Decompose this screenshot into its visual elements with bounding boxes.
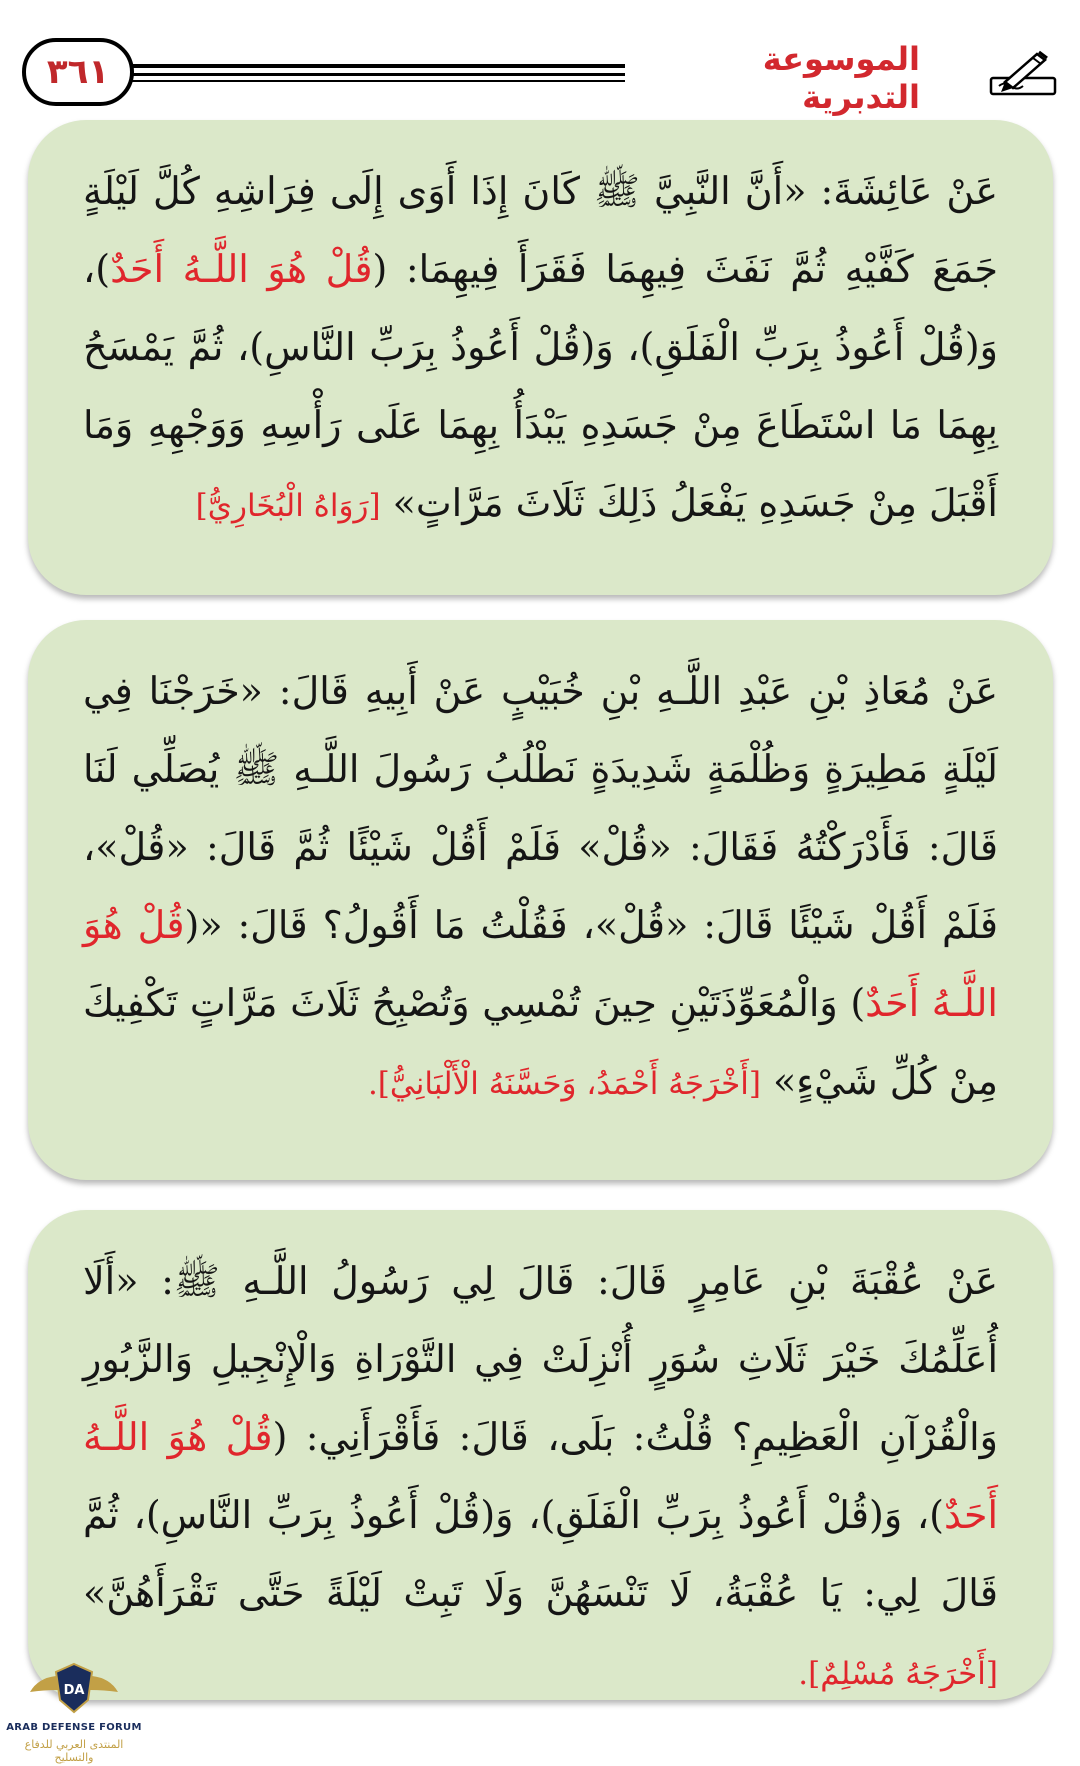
- forum-watermark: [4, 1660, 144, 1766]
- hadith-card: [28, 1210, 1053, 1700]
- book-title: الموسوعة التدبرية: [762, 40, 920, 116]
- hadith-text: )، وَ(قُلْ أَعُوذُ بِرَبِّ الْفَلَقِ)، وَ(قُلْ أَعُوذُ بِرَبِّ النَّاسِ)، ثُمَّ قَالَ لِي: يَا عُقْبَةُ، لَا تَنْسَهُنَّ وَلَا تَبِتْ لَيْلَةً حَتَّى تَقْرَأَهُنَّ»: [83, 1493, 998, 1615]
- page-number: ٣٦١: [22, 38, 134, 106]
- quran-verse: قُلْ هُوَ اللَّـهُ أَحَدٌ: [110, 247, 373, 291]
- quran-verse: قُلْ هُوَ اللَّـهُ أَحَدٌ: [83, 1415, 999, 1537]
- hadith-text: عَنْ مُعَاذِ بْنِ عَبْدِ اللَّـهِ بْنِ خُبَيْبٍ عَنْ أَبِيهِ قَالَ: «خَرَجْنَا فِي لَيْلَةٍ مَطِيرَةٍ وَظُلْمَةٍ شَدِيدَةٍ نَطْلُبُ رَسُولَ اللَّـهِ ﷺ يُصَلِّي لَنَا قَالَ: فَأَدْرَكْتُهُ فَقَالَ: «قُلْ» فَلَمْ أَقُلْ شَيْئًا ثُمَّ قَالَ: «قُلْ»، فَلَمْ أَقُلْ شَيْئًا قَالَ: «قُلْ»، فَقُلْتُ مَا أَقُولُ؟ قَالَ: «(: [83, 669, 998, 947]
- hadith-card: [28, 620, 1053, 1180]
- hadith-card: [28, 120, 1053, 595]
- hadith-text: )، وَ(قُلْ أَعُوذُ بِرَبِّ الْفَلَقِ)، وَ(قُلْ أَعُوذُ بِرَبِّ النَّاسِ)، ثُمَّ يَمْسَحُ بِهِمَا مَا اسْتَطَاعَ مِنْ جَسَدِهِ يَبْدَأُ بِهِمَا عَلَى رَأْسِهِ وَوَجْهِهِ وَمَا أَقْبَلَ مِنْ جَسَدِهِ يَفْعَلُ ذَلِكَ ثَلَاثَ مَرَّاتٍ»: [83, 247, 998, 525]
- hadith-source: [أَخْرَجَهُ أَحْمَدُ، وَحَسَّنَهُ الْأَلْبَانِيُّ].: [367, 1066, 761, 1102]
- header-rule: [130, 64, 625, 68]
- forum-name-en: ARAB DEFENSE FORUM: [6, 1722, 142, 1733]
- hadith-text: عَنْ عَائِشَةَ: «أَنَّ النَّبِيَّ ﷺ كَانَ إِذَا أَوَى إِلَى فِرَاشِهِ كُلَّ لَيْلَةٍ جَمَعَ كَفَّيْهِ ثُمَّ نَفَثَ فِيهِمَا فَقَرَأَ فِيهِمَا: (: [83, 169, 998, 291]
- hadith-source: [أَخْرَجَهُ مُسْلِمٌ].: [798, 1656, 998, 1692]
- emblem-mark: DA: [63, 1683, 85, 1698]
- winged-shield-emblem-icon: [28, 1660, 120, 1720]
- hadith-source: [رَوَاهُ الْبُخَارِيُّ]: [195, 488, 381, 524]
- hadith-text: ) وَالْمُعَوِّذَتَيْنِ حِينَ تُمْسِي وَتُصْبِحُ ثَلَاثَ مَرَّاتٍ تَكْفِيكَ مِنْ كُلِّ شَيْءٍ»: [83, 981, 998, 1103]
- quran-verse: قُلْ هُوَ اللَّـهُ أَحَدٌ: [83, 903, 998, 1025]
- hadith-text: عَنْ عُقْبَةَ بْنِ عَامِرٍ قَالَ: قَالَ لِي رَسُولُ اللَّـهِ ﷺ: «أَلَا أُعَلِّمُكَ خَيْرَ ثَلَاثِ سُوَرٍ أُنْزِلَتْ فِي التَّوْرَاةِ وَالْإِنْجِيلِ وَالزَّبُورِ وَالْقُرْآنِ الْعَظِيمِ؟ قُلْتُ: بَلَى، قَالَ: فَأَقْرَأَنِي: (: [83, 1259, 998, 1459]
- header-rule: [130, 80, 625, 82]
- header-rule: [130, 73, 625, 76]
- page-header: [0, 0, 1080, 120]
- pen-writing-icon: [985, 48, 1061, 100]
- forum-name-ar: المنتدى العربي للدفاع والتسليح: [24, 1738, 124, 1764]
